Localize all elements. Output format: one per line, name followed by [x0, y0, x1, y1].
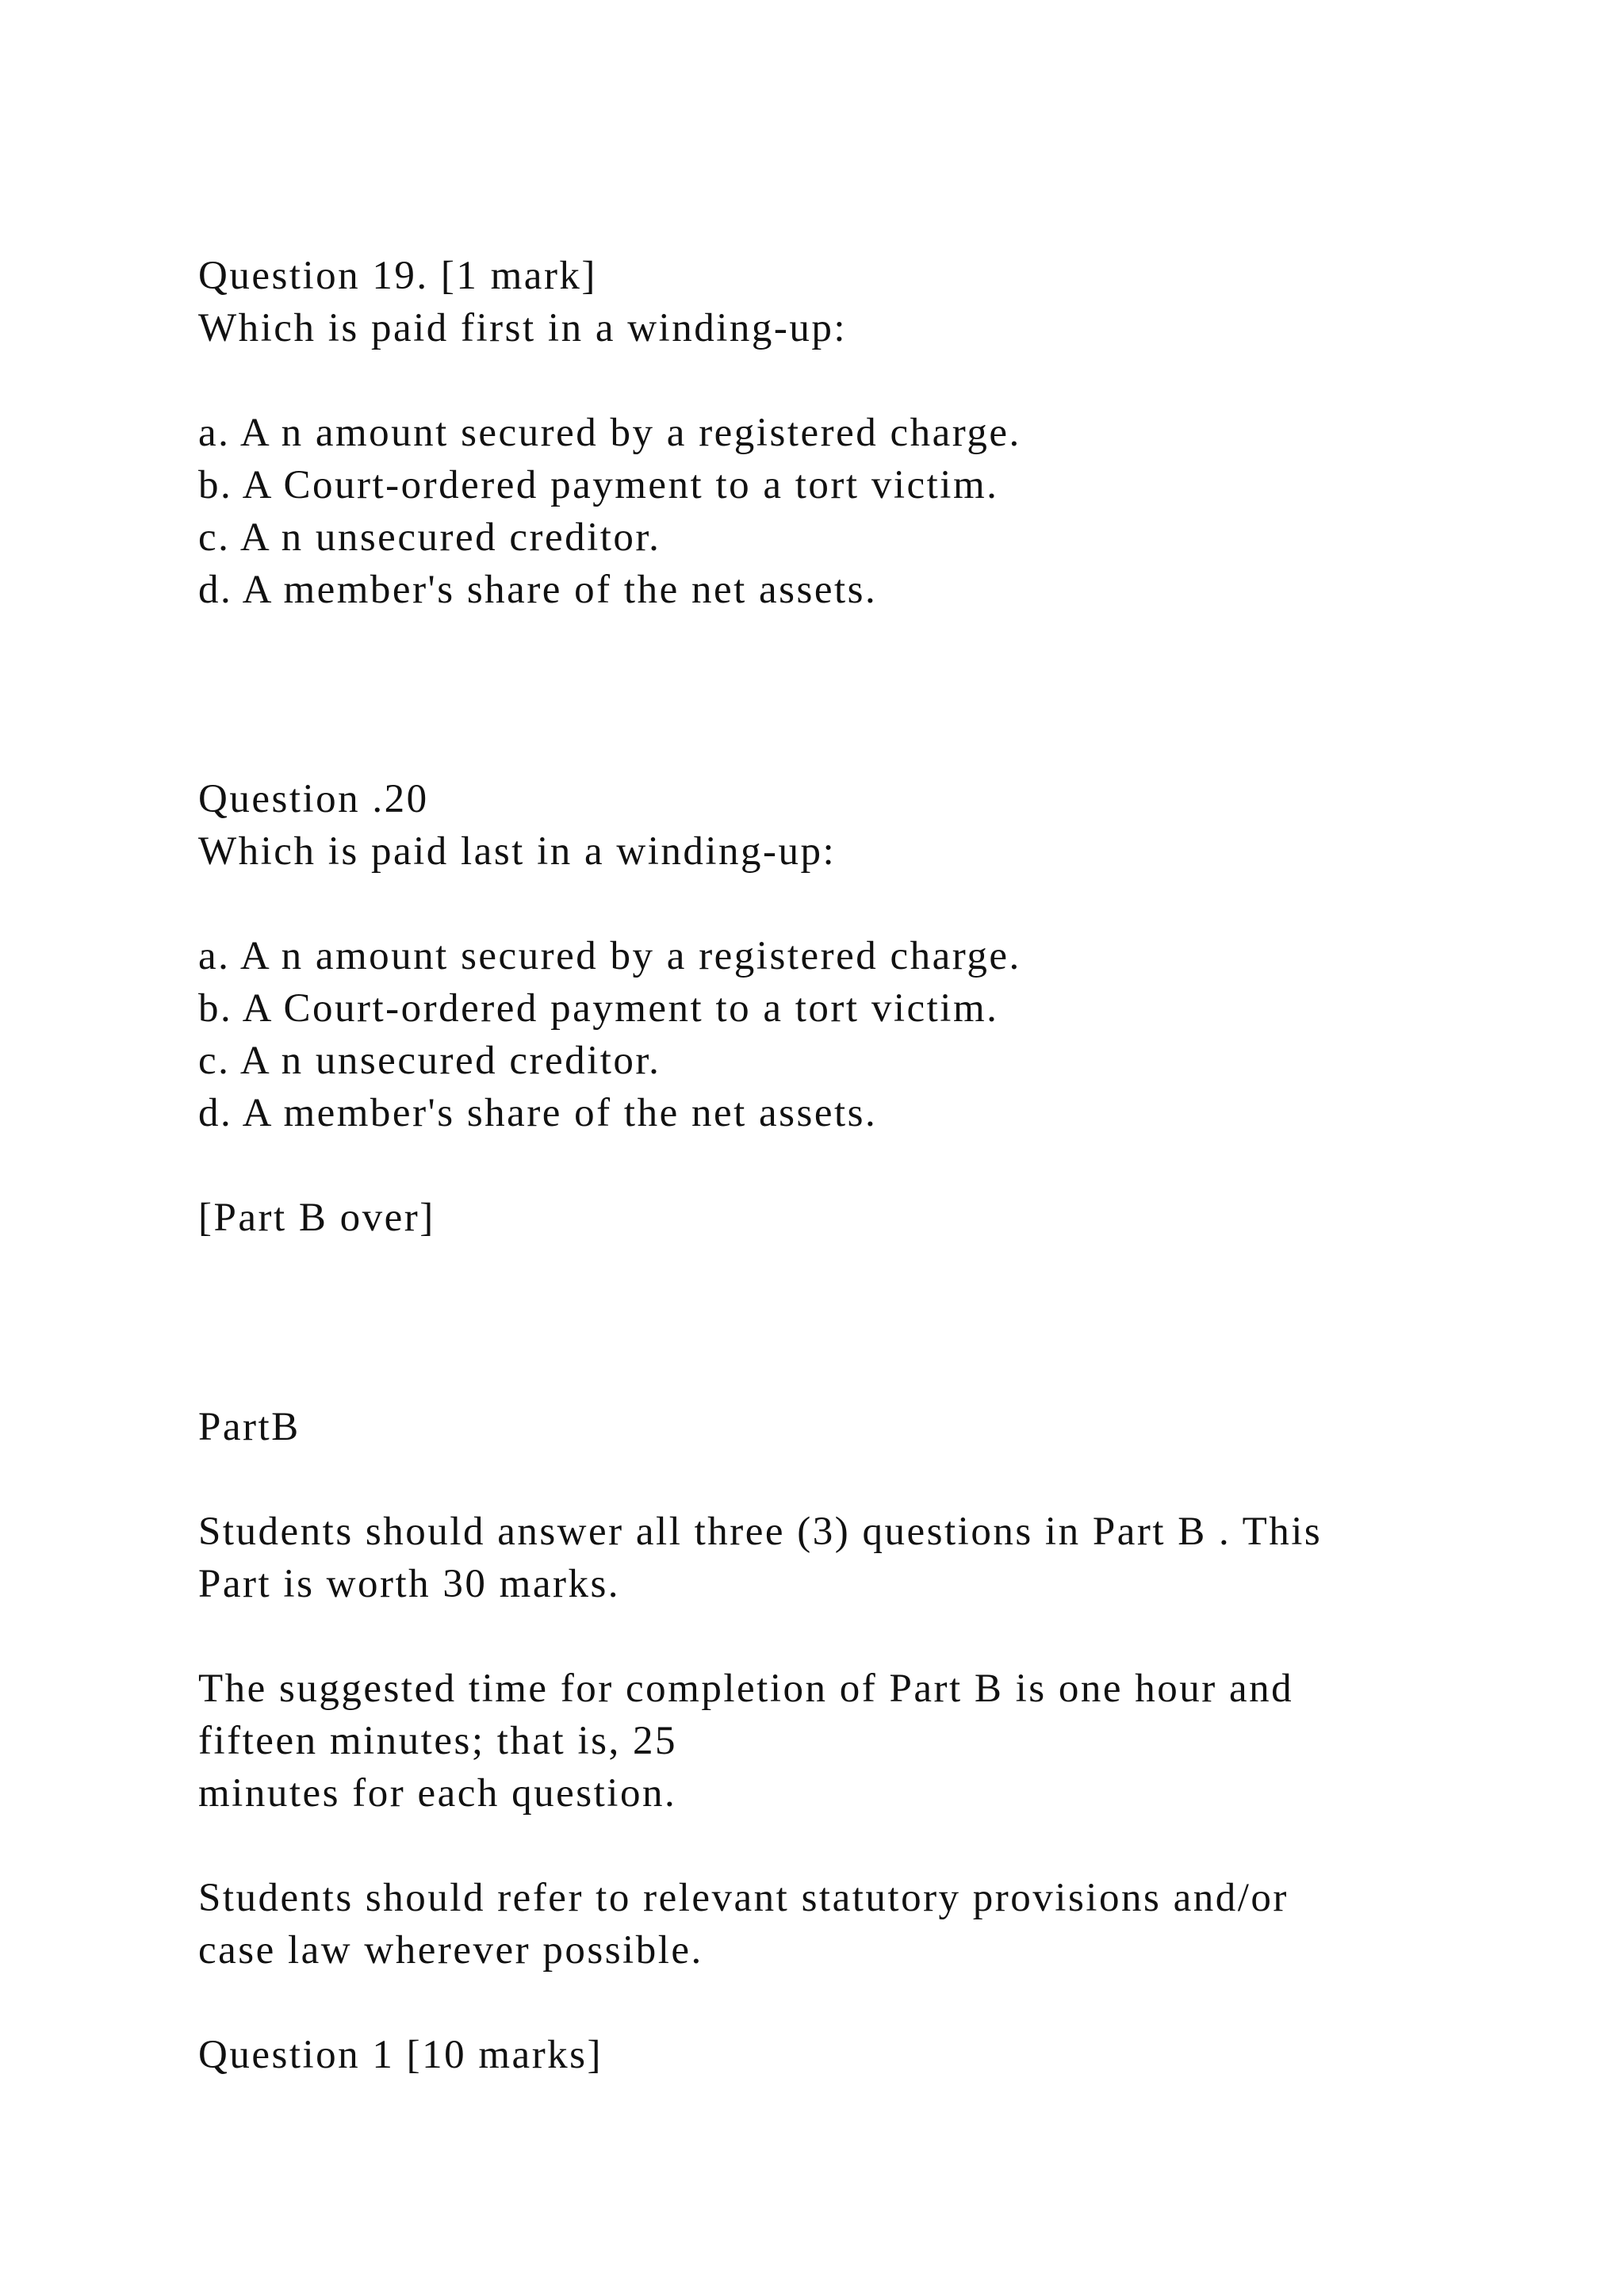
question-19-option-c: c. A n unsecured creditor.	[198, 515, 661, 560]
question-19-heading: Question 19. [1 mark]	[198, 254, 597, 298]
part-b-refer-line-2: case law wherever possible.	[198, 1928, 703, 1973]
part-b-time-line-1: The suggested time for completion of Part B is one hour and	[198, 1667, 1294, 1711]
question-20-stem: Which is paid last in a winding-up:	[198, 829, 837, 874]
question-19-option-b: b. A Court-ordered payment to a tort victim.	[198, 463, 999, 507]
part-b-refer-line-1: Students should refer to relevant statutory provisions and/or	[198, 1876, 1289, 1920]
question-20-option-b: b. A Court-ordered payment to a tort victim.	[198, 986, 999, 1031]
question-19-option-a: a. A n amount secured by a registered charge.	[198, 411, 1021, 455]
question-20-option-a: a. A n amount secured by a registered charge.	[198, 934, 1021, 978]
part-b-time-line-3: minutes for each question.	[198, 1771, 677, 1816]
part-b-intro-line-1: Students should answer all three (3) questions in Part B . This	[198, 1510, 1323, 1554]
question-1-heading: Question 1 [10 marks]	[198, 2033, 603, 2077]
part-b-title: PartB	[198, 1405, 301, 1449]
question-20-option-d: d. A member's share of the net assets.	[198, 1091, 878, 1135]
question-20-option-c: c. A n unsecured creditor.	[198, 1039, 661, 1083]
question-19-option-d: d. A member's share of the net assets.	[198, 568, 878, 612]
part-b-over-note: [Part B over]	[198, 1196, 435, 1240]
part-b-time-line-2: fifteen minutes; that is, 25	[198, 1719, 677, 1763]
question-20-heading: Question .20	[198, 777, 429, 821]
part-b-intro-line-2: Part is worth 30 marks.	[198, 1562, 621, 1606]
question-19-stem: Which is paid first in a winding-up:	[198, 306, 848, 350]
